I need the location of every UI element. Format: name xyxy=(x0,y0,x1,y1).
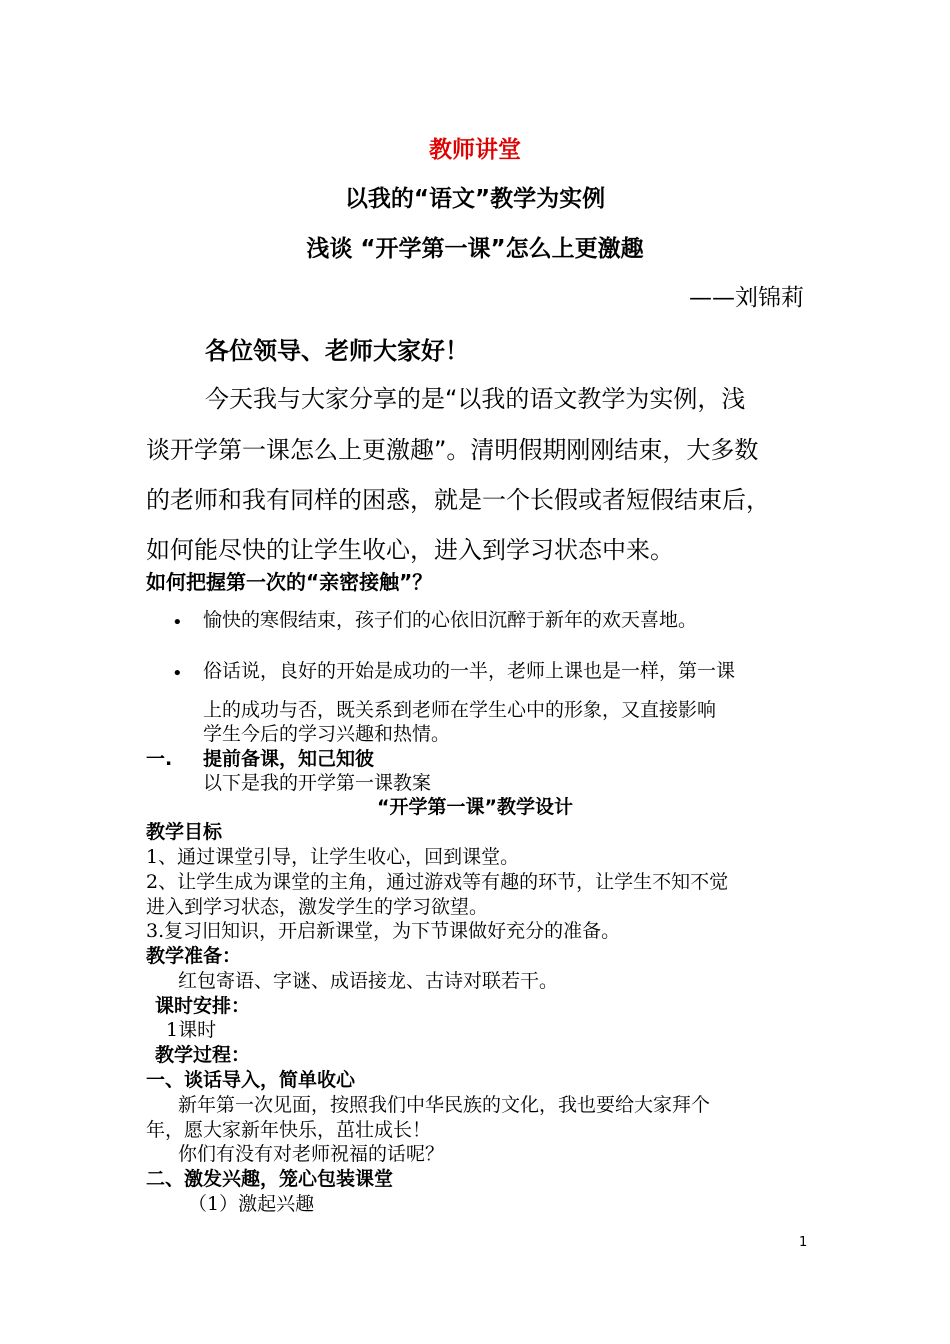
page-number: 1 xyxy=(799,1235,808,1250)
goals-heading: 教学目标 xyxy=(146,821,223,843)
section-number: 一. xyxy=(146,748,173,770)
prep-text: 红包寄语、字谜、成语接龙、古诗对联若干。 xyxy=(178,970,559,992)
intro-line: 如何能尽快的让学生收心，进入到学习状态中来。 xyxy=(146,536,674,564)
section-kicker: 教师讲堂 xyxy=(429,137,521,163)
step-heading: 一、谈话导入，简单收心 xyxy=(146,1069,356,1091)
process-heading: 教学过程： xyxy=(155,1044,251,1066)
author-line: ——刘锦莉 xyxy=(689,285,804,311)
document-title: 以我的“语文”教学为实例 xyxy=(344,186,606,212)
intro-line: 的老师和我有同样的困惑，就是一个长假或者短假结束后， xyxy=(146,486,770,514)
step-text: 新年第一次见面，按照我们中华民族的文化，我也要给大家拜个 xyxy=(178,1094,711,1116)
section-note: 以下是我的开学第一课教案 xyxy=(203,772,432,794)
step-text: 年，愿大家新年快乐，茁壮成长！ xyxy=(146,1119,432,1141)
bullet-item-continuation: 上的成功与否，既关系到老师在学生心中的形象，又直接影响 xyxy=(203,699,717,721)
bullet-marker: • xyxy=(172,663,183,684)
question-heading: 如何把握第一次的“亲密接触”？ xyxy=(146,570,433,594)
goal-line: 3.复习旧知识，开启新课堂，为下节课做好充分的准备。 xyxy=(146,920,621,942)
bullet-marker: • xyxy=(172,612,183,633)
goal-line: 2、让学生成为课堂的主角，通过游戏等有趣的环节，让学生不知不觉 xyxy=(146,871,729,893)
bullet-item: 愉快的寒假结束，孩子们的心依旧沉醉于新年的欢天喜地。 xyxy=(203,609,698,631)
goal-line: 进入到学习状态，激发学生的学习欲望。 xyxy=(146,896,489,918)
bullet-item: 俗话说，良好的开始是成功的一半，老师上课也是一样，第一课 xyxy=(203,660,736,682)
schedule-heading: 课时安排： xyxy=(155,995,251,1017)
schedule-text: 1课时 xyxy=(166,1019,217,1041)
bullet-item-continuation: 学生今后的学习兴趣和热情。 xyxy=(203,723,451,745)
intro-line: 谈开学第一课怎么上更激趣”。清明假期刚刚结束，大多数 xyxy=(146,436,759,464)
intro-line: 今天我与大家分享的是“以我的语文教学为实例，浅 xyxy=(205,385,746,413)
section-heading: 提前备课，知己知彼 xyxy=(203,748,375,770)
step-subheading: （1）激起兴趣 xyxy=(188,1193,315,1215)
step-heading: 二、激发兴趣，笼心包装课堂 xyxy=(146,1168,394,1190)
goal-line: 1、通过课堂引导，让学生收心，回到课堂。 xyxy=(146,846,520,868)
prep-heading: 教学准备： xyxy=(146,945,242,967)
greeting: 各位领导、老师大家好！ xyxy=(205,337,469,365)
step-text: 你们有没有对老师祝福的话呢？ xyxy=(178,1143,445,1165)
lesson-plan-title: “开学第一课”教学设计 xyxy=(377,796,573,818)
document-subtitle: 浅谈 “开学第一课”怎么上更激趣 xyxy=(306,236,644,262)
